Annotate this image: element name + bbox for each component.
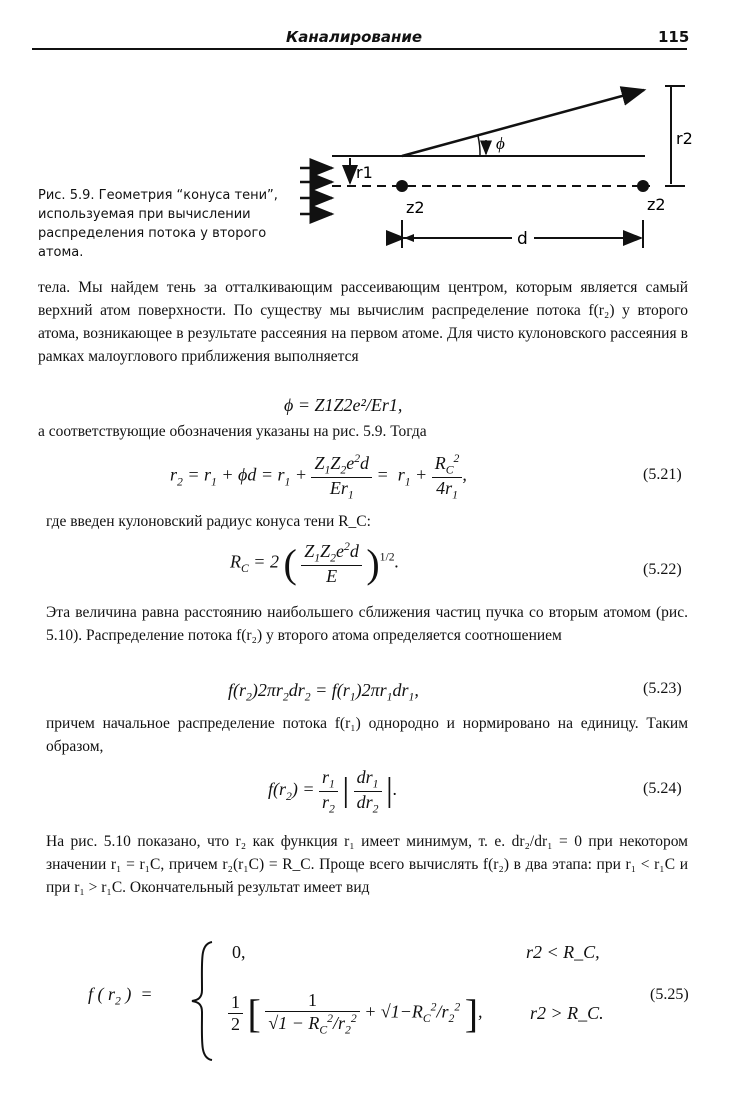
equation-number-5-24: (5.24) (643, 780, 682, 797)
case-2-expression: $\frac{1}{2}$ [ $\frac{1}{√1 - R_C^2/r_2^2}$ + $√1-R_C^2/r_2^2$ ], (228, 990, 483, 1037)
left-brace (190, 940, 216, 1062)
case-2-condition: r2 > R_C. (530, 1003, 604, 1023)
paragraph-5: причем начальное распределение потока f(r₁) однородно и нормировано на единицу. Таким образом, (46, 715, 688, 755)
equation-number-5-22: (5.22) (643, 561, 682, 578)
paragraph-2: а соответствующие обозначения указаны на рис. 5.9. Тогда (38, 423, 427, 440)
atom-second (637, 180, 649, 192)
page-number: 115 (658, 28, 690, 46)
label-z2-right: z2 (647, 195, 666, 214)
equation-number-5-25: (5.25) (650, 986, 689, 1003)
deflected-trajectory (402, 90, 644, 156)
equation-number-5-23: (5.23) (643, 680, 682, 697)
header-rule (32, 48, 687, 50)
equation-5-22: $R_C = 2$ ( $\frac{Z_1Z_2e^2d}{E}$ )$^{1/2}$. (230, 540, 400, 586)
equation-phi: ϕ = Z1Z2e²/Er1, (284, 395, 403, 415)
label-z2-left: z2 (406, 198, 425, 217)
atom-first (396, 180, 408, 192)
case-1-condition: r2 < R_C, (526, 942, 600, 962)
label-r1: r1 (356, 163, 373, 182)
equation-5-25-lhs: f ( $r_2$ ) = (88, 984, 153, 1008)
label-r2: r2 (676, 129, 693, 148)
figure-caption: Рис. 5.9. Геометрия “конуса тени”, используемая при вычислении распределения потока у второго атома. (38, 188, 278, 260)
phi-arc (478, 136, 480, 156)
case-1-value: 0, (232, 942, 246, 962)
label-d: d (517, 229, 528, 249)
running-header-title: Каналирование (286, 28, 423, 46)
paragraph-6: На рис. 5.10 показано, что r₂ как функция r₁ имеет минимум, т. е. dr₂/dr₁ = 0 при некотором значении r₁ = r₁C, причем r₂(r₁C) = R_C. Проще всего вычислять f(r₂) в два этапа: при r₁ < r₁C и при r₁ > r₁C. Окончательный результат имеет вид (46, 833, 688, 896)
beam-arrows (300, 168, 332, 214)
paragraph-1: тела. Мы найдем тень за отталкивающим рассеивающим центром, которым является самый верхний атом поверхности. По существу мы вычислим распределение потока f(r₂) у второго атома, возникающее в результате рассеяния на первом атоме. Для чисто кулоновского рассеяния в рамках малоуглового приближения выполняется (38, 279, 688, 365)
equation-5-24: $f(r_2)$ = $\frac{r_1}{r_2}$ | $\frac{dr_1}{dr_2}$ |. (268, 767, 398, 816)
figure-shadow-cone (290, 70, 700, 270)
paragraph-3: где введен кулоновский радиус конуса тени R_C: (46, 513, 371, 530)
label-phi: ϕ (496, 134, 505, 153)
equation-number-5-21: (5.21) (643, 466, 682, 483)
equation-5-23: $f(r_2)2\pi r_2dr_2 = f(r_1)2\pi r_1dr_1$, (228, 680, 419, 704)
paragraph-4: Эта величина равна расстоянию наибольшего сближения частиц пучка со вторым атомом (рис. 5.10). Распределение потока f(r₂) у второго атома определяется соотношением (46, 604, 688, 644)
equation-5-21: $r_2 = r_1 + \phi d = r_1$ + $\frac{Z_1Z_2e^2d}{Er_1}$ = $r_1$ + $\frac{R_C^2}{4r_1}$ , (170, 452, 467, 502)
